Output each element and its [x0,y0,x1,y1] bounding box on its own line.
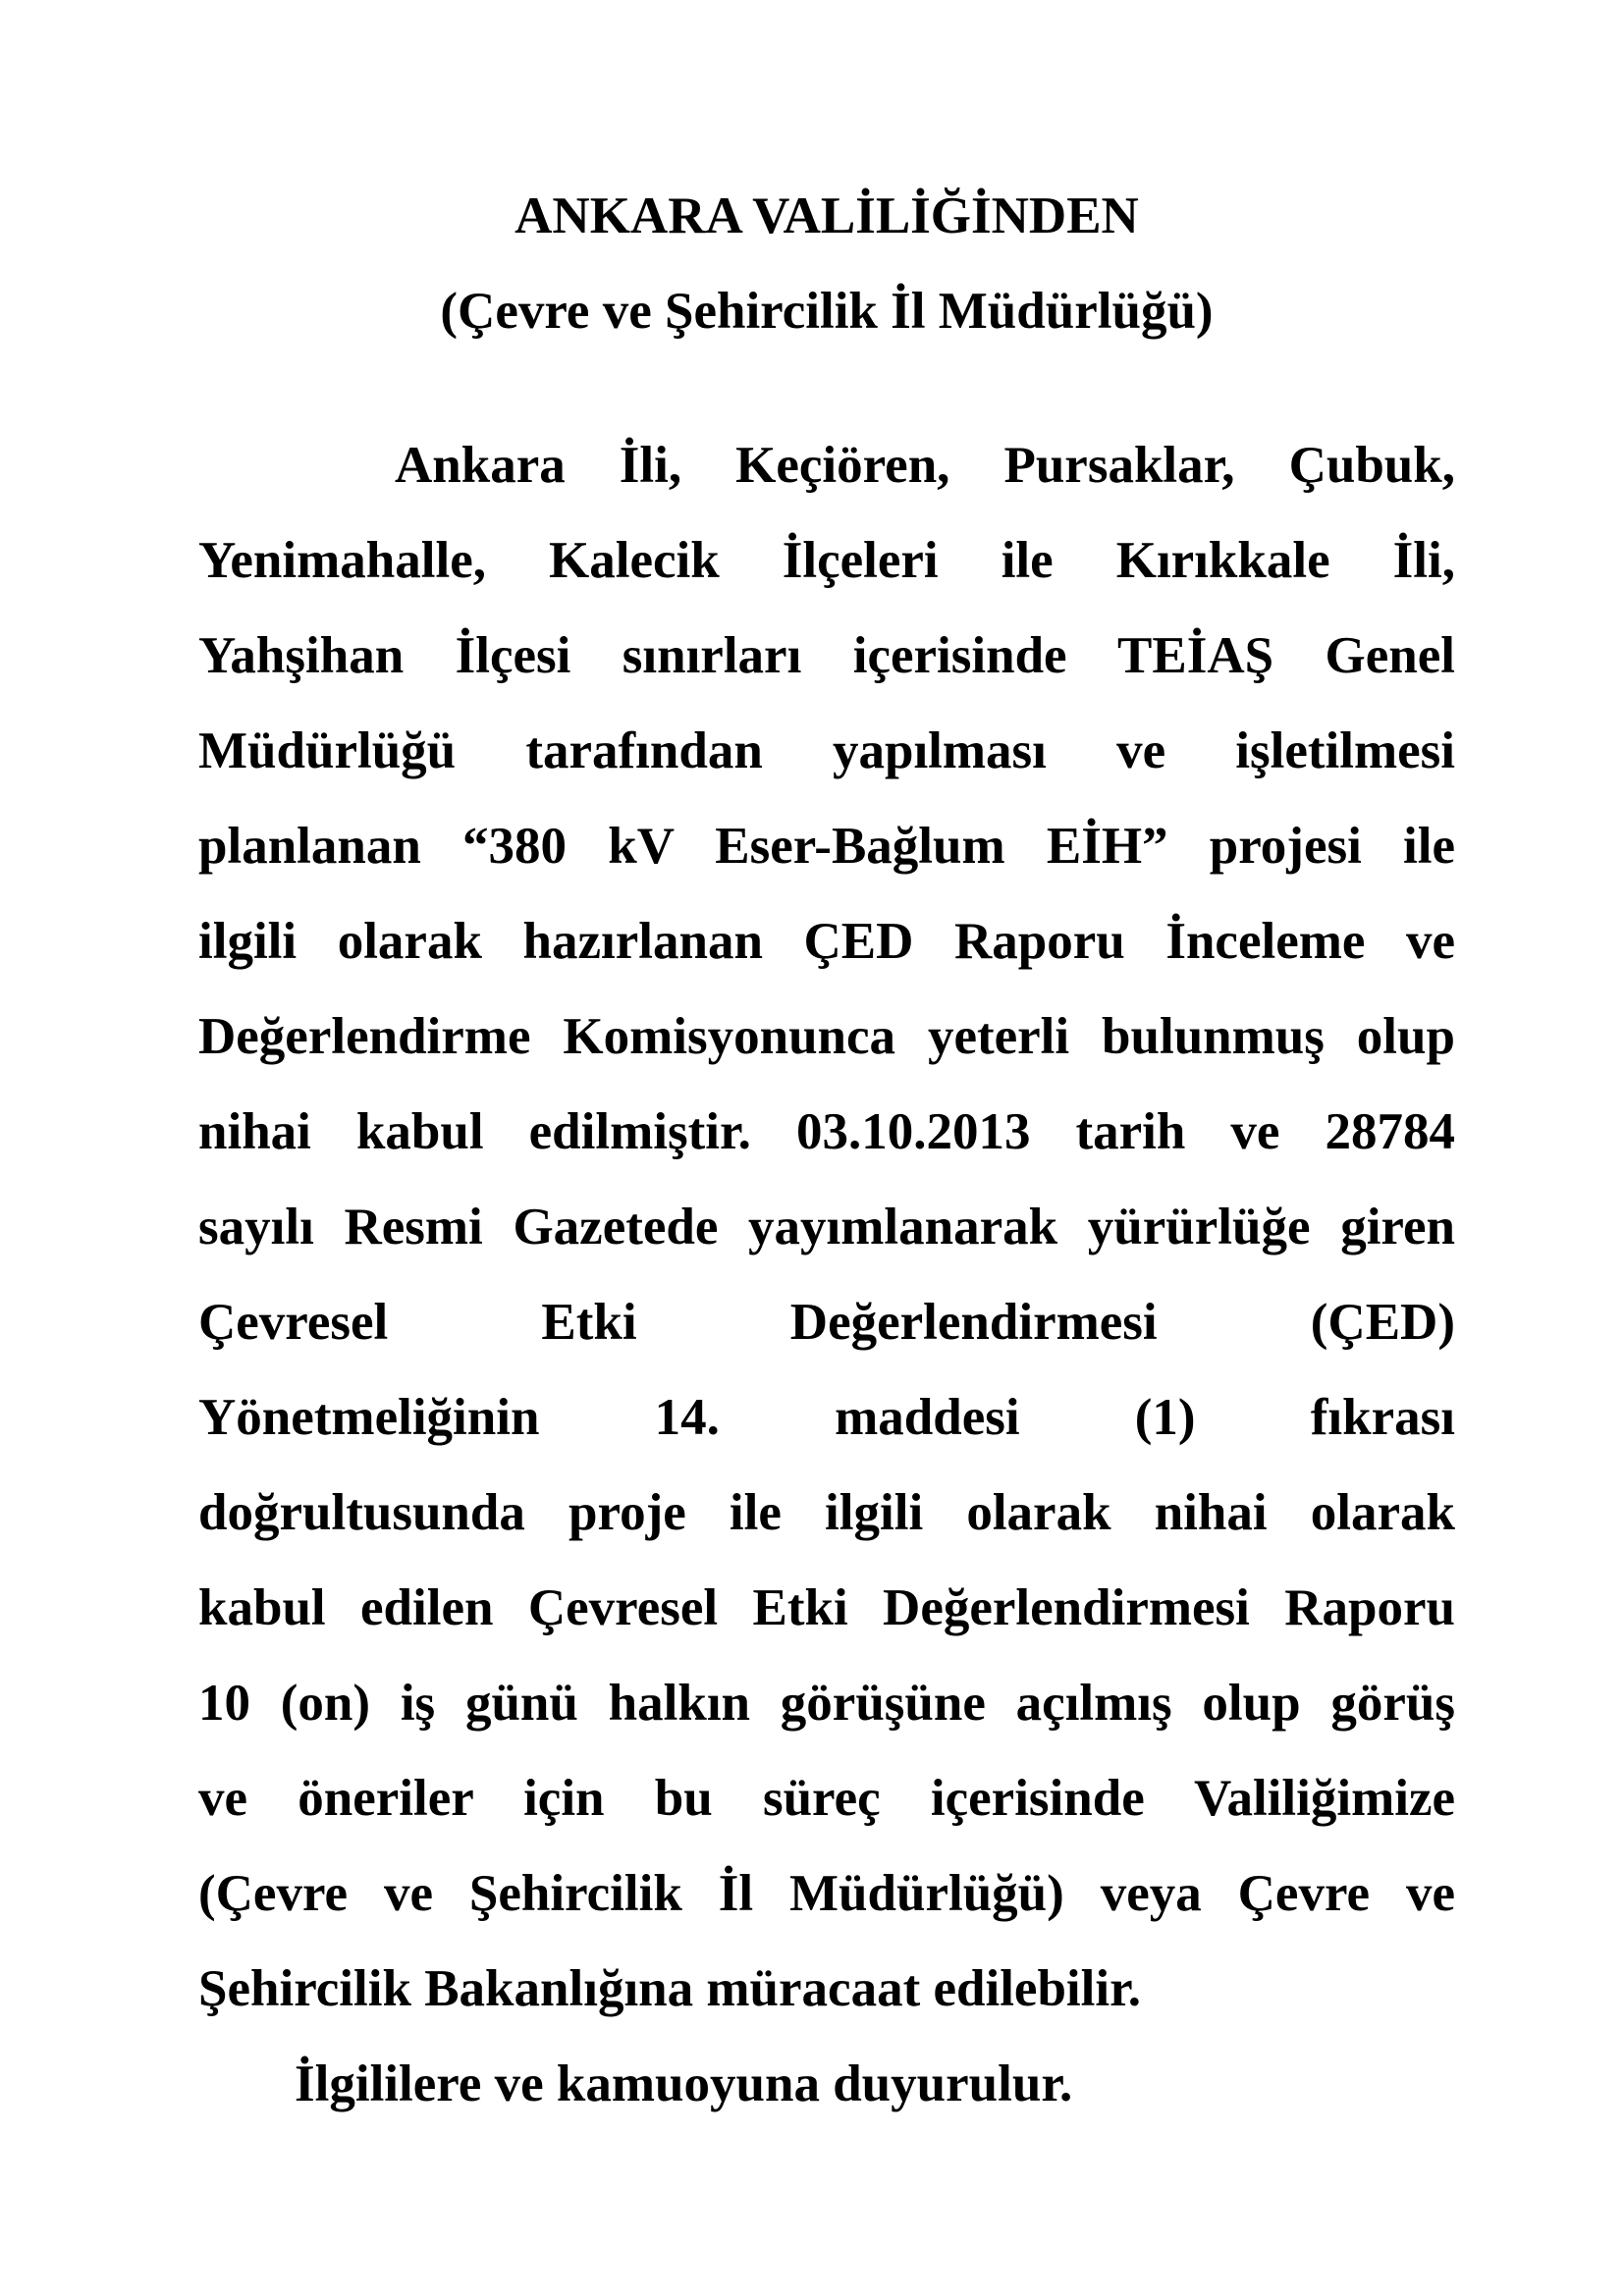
paragraph-line: Şehircilik Bakanlığına müracaat edilebilir. [198,1960,1142,2017]
paragraph-line: ilgili olarak hazırlanan ÇED Raporu İnceleme ve [198,913,1455,970]
paragraph-line: planlanan “380 kV Eser-Bağlum EİH” projesi ile [198,818,1455,875]
paragraph-line: ve öneriler için bu süreç içerisinde Valiliğimize [198,1770,1455,1827]
title-body-spacer [198,359,1455,418]
document-subtitle: (Çevre ve Şehircilik İl Müdürlüğü) [440,283,1214,340]
closing-line: İlgililere ve kamuoyuna duyurulur. [295,2056,1073,2112]
paragraph-line: Yenimahalle, Kalecik İlçeleri ile Kırıkkale İli, [198,532,1455,589]
paragraph-line: Müdürlüğü tarafından yapılması ve işletilmesi [198,722,1455,779]
paragraph-line: 10 (on) iş günü halkın görüşüne açılmış olup görüş [198,1675,1455,1732]
paragraph-line: Değerlendirme Komisyonunca yeterli bulunmuş olup [198,1008,1455,1065]
document-title: ANKARA VALİLİĞİNDEN [514,187,1139,244]
paragraph-line: Yahşihan İlçesi sınırları içerisinde TEİAŞ Genel [198,627,1455,684]
paragraph-line: sayılı Resmi Gazetede yayımlanarak yürürlüğe giren [198,1199,1455,1255]
paragraph-line: nihai kabul edilmiştir. 03.10.2013 tarih ve 28784 [198,1103,1455,1160]
paragraph-line: (Çevre ve Şehircilik İl Müdürlüğü) veya Çevre ve [198,1865,1455,1922]
paragraph-line: Ankara İli, Keçiören, Pursaklar, Çubuk, [395,437,1455,494]
paragraph-line: Yönetmeliğinin 14. maddesi (1) fıkrası [198,1389,1455,1446]
paragraph-line: Çevresel Etki Değerlendirmesi (ÇED) [198,1294,1455,1351]
paragraph-line: kabul edilen Çevresel Etki Değerlendirmesi Raporu [198,1579,1455,1636]
paragraph-line: doğrultusunda proje ile ilgili olarak nihai olarak [198,1484,1455,1541]
